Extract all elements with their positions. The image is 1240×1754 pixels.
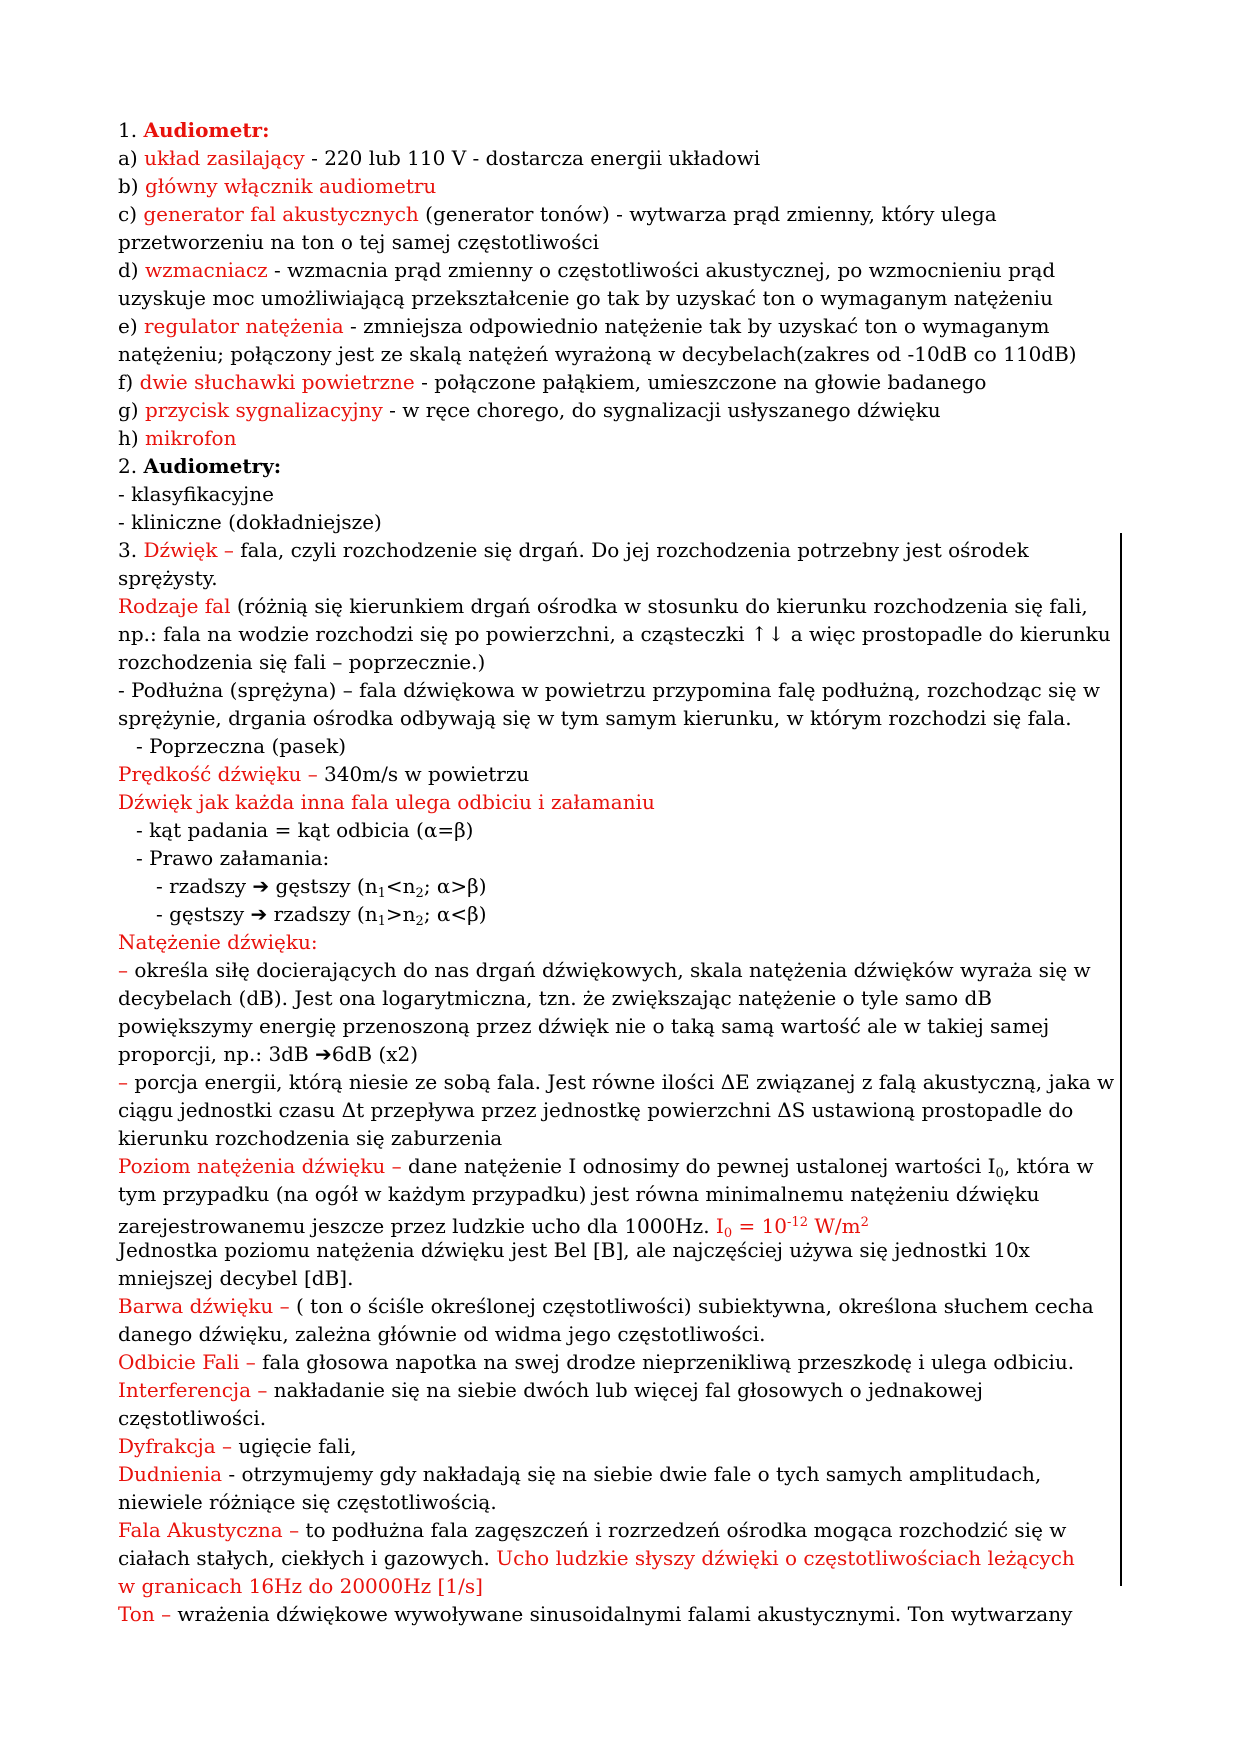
- margin-change-bar: [1120, 533, 1122, 1586]
- item-b: b) główny włącznik audiometru: [118, 174, 437, 198]
- longitudinal-line-2: sprężynie, drgania ośrodka odbywają się w tym samym kierunku, w którym rozchodzi się fala.: [118, 706, 1072, 730]
- intensity-def-1-cont-1: decybelach (dB). Jest ona logarytmiczna, tzn. że zwiększając natężenie o tyle samo dB: [118, 986, 992, 1010]
- item-a: a) układ zasilający - 220 lub 110 V - dostarcza energii układowi: [118, 146, 761, 170]
- reflection-heading: Dźwięk jak każda inna fala ulega odbiciu i załamaniu: [118, 790, 655, 814]
- refraction-law: - Prawo załamania:: [136, 846, 330, 870]
- item-f: f) dwie słuchawki powietrzne - połączone pałąkiem, umieszczone na głowie badanego: [118, 370, 987, 394]
- section-2-heading: 2. Audiometry:: [118, 454, 282, 478]
- arrow-right-icon: ➔: [250, 902, 268, 926]
- unit-line-2: mniejszej decybel [dB].: [118, 1266, 354, 1290]
- intensity-level-cont-2: zarejestrowanemu jeszcze przez ludzkie ucho dla 1000Hz. $I_0 = 10^{-12}$ $W/m^2$: [118, 1214, 869, 1241]
- sound-speed: Prędkość dźwięku – 340m/s w powietrzu: [118, 762, 530, 786]
- acoustic-wave: Fala Akustyczna – to podłużna fala zagęszczeń i rozrzedzeń ośrodka mogąca rozchodzić się w: [118, 1518, 1067, 1542]
- intensity-heading: Natężenie dźwięku:: [118, 930, 318, 954]
- section-3-heading: 3. Dźwięk – fala, czyli rozchodzenie się drgań. Do jej rozchodzenia potrzebny jest ośrodek: [118, 538, 1029, 562]
- arrow-right-icon: ➔: [315, 1042, 332, 1066]
- item-d: d) wzmacniacz - wzmacnia prąd zmienny o częstotliwości akustycznej, po wzmocnieniu prąd: [118, 258, 1056, 282]
- acoustic-wave-cont-2: w granicach 16Hz do 20000Hz [1/s]: [118, 1574, 483, 1598]
- item-g: g) przycisk sygnalizacyjny - w ręce chorego, do sygnalizacji usłyszanego dźwięku: [118, 398, 941, 422]
- timbre-cont: danego dźwięku, zależna głównie od widma jego częstotliwości.: [118, 1322, 766, 1346]
- reference-intensity-formula: $I_0 = 10^{-12}$ $W/m^2$: [715, 1214, 869, 1241]
- item-h: h) mikrofon: [118, 426, 237, 450]
- beats-cont: niewiele różniące się częstotliwością.: [118, 1490, 497, 1514]
- interference: Interferencja – nakładanie się na siebie dwóch lub więcej fal głosowych o jednakowej: [118, 1378, 983, 1402]
- intensity-def-2-cont-1: ciągu jednostki czasu Δt przepływa przez jednostkę powierzchni ΔS ustawioną prostopadle do: [118, 1098, 1074, 1122]
- transverse-line: - Poprzeczna (pasek): [136, 734, 346, 758]
- wave-types-cont-2: rozchodzenia się fali – poprzecznie.): [118, 650, 486, 674]
- longitudinal-line-1: - Podłużna (sprężyna) – fala dźwiękowa w powietrzu przypomina falę podłużną, rozchodząc się w: [118, 678, 1101, 702]
- wave-reflection: Odbicie Fali – fala głosowa napotka na swej drodze nieprzenikliwą przeszkodę i ulega odbiciu.: [118, 1350, 1075, 1374]
- beats: Dudnienia - otrzymujemy gdy nakładają się na siebie dwie fale o tych samych amplitudach,: [118, 1462, 1042, 1486]
- item-e: e) regulator natężenia - zmniejsza odpowiednio natężenie tak by uzyskać ton o wymaganym: [118, 314, 1050, 338]
- arrow-right-icon: ➔: [252, 874, 270, 898]
- intensity-level: Poziom natężenia dźwięku – dane natężenie I odnosimy do pewnej ustalonej wartości $I_0$, która w: [118, 1154, 1094, 1181]
- refraction-denser-rarer: - gęstszy ➔ rzadszy ($n_1>n_2$; α<β): [156, 902, 487, 929]
- wave-types: Rodzaje fal (różnią się kierunkiem drgań ośrodka w stosunku do kierunku rozchodzenia się fali,: [118, 594, 1088, 618]
- intensity-def-2-cont-2: kierunku rozchodzenia się zaburzenia: [118, 1126, 503, 1150]
- timbre: Barwa dźwięku – ( ton o ściśle określonej częstotliwości) subiektywna, określona słuchem cecha: [118, 1294, 1094, 1318]
- item-c: c) generator fal akustycznych (generator tonów) - wytwarza prąd zmienny, który ulega: [118, 202, 997, 226]
- interference-cont: częstotliwości.: [118, 1406, 267, 1430]
- refraction-rarer-denser: - rzadszy ➔ gęstszy ($n_1<n_2$; α>β): [156, 874, 487, 901]
- intensity-def-2: – porcja energii, którą niesie ze sobą fala. Jest równe ilości ΔE związanej z falą akustyczną, jaka w: [118, 1070, 1115, 1094]
- section-1-heading: 1. Audiometr:: [118, 118, 270, 142]
- item-c-cont: przetworzeniu na ton o tej samej częstotliwości: [118, 230, 600, 254]
- reflection-angle: - kąt padania = kąt odbicia (α=β): [136, 818, 474, 842]
- item-e-cont: natężeniu; połączony jest ze skalą natężeń wyrażoną w decybelach(zakres od -10dB co 110dB): [118, 342, 1077, 366]
- section-2-item-2: - kliniczne (dokładniejsze): [118, 510, 382, 534]
- tone: Ton – wrażenia dźwiękowe wywoływane sinusoidalnymi falami akustycznymi. Ton wytwarzany: [118, 1602, 1073, 1626]
- acoustic-wave-cont-1: ciałach stałych, ciekłych i gazowych. Ucho ludzkie słyszy dźwięki o częstotliwościach leżących: [118, 1546, 1075, 1570]
- section-3-cont: sprężysty.: [118, 566, 218, 590]
- diffraction: Dyfrakcja – ugięcie fali,: [118, 1434, 357, 1458]
- intensity-def-1-cont-3: proporcji, np.: 3dB ➔6dB (x2): [118, 1042, 419, 1066]
- section-2-item-1: - klasyfikacyjne: [118, 482, 274, 506]
- item-d-cont: uzyskuje moc umożliwiającą przekształcenie go tak by uzyskać ton o wymaganym natężeniu: [118, 286, 1053, 310]
- intensity-def-1-cont-2: powiększymy energię przenoszoną przez dźwięk nie o taką samą wartość ale w takiej samej: [118, 1014, 1050, 1038]
- intensity-def-1: – określa siłę docierających do nas drgań dźwiękowych, skala natężenia dźwięków wyraża się w: [118, 958, 1091, 982]
- intensity-level-cont-1: tym przypadku (na ogół w każdym przypadku) jest równa minimalnemu natężeniu dźwięku: [118, 1182, 1040, 1206]
- unit-line-1: Jednostka poziomu natężenia dźwięku jest Bel [B], ale najczęściej używa się jednostki 10x: [118, 1238, 1030, 1262]
- wave-types-cont-1: np.: fala na wodzie rozchodzi się po powierzchni, a cząsteczki ↑↓ a więc prostopadle do kierunku: [118, 622, 1111, 646]
